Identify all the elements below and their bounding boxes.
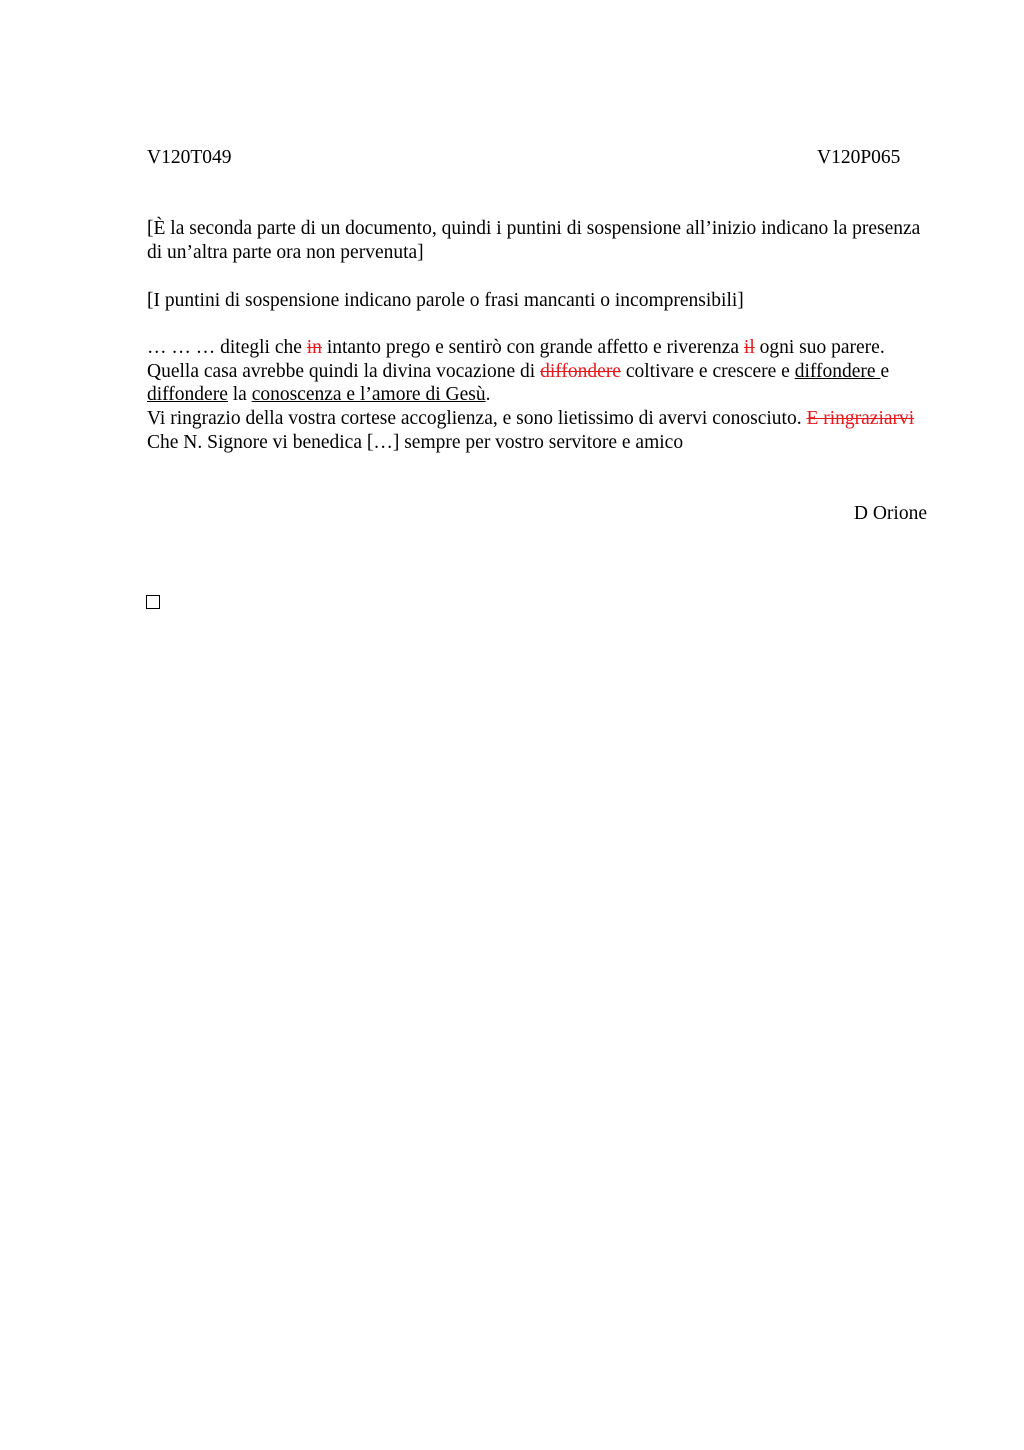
text-run: Che N. Signore vi benedica […] sempre per vostro servitore e amico [147, 431, 684, 453]
document-code-left: V120T049 [147, 147, 232, 168]
text-run: Quella casa avrebbe quindi la divina vocazione di [147, 360, 541, 382]
text-run: Vi ringrazio della vostra cortese accoglienza, e sono lietissimo di avervi conosciuto. [147, 408, 807, 430]
underlined-word: diffondere [794, 360, 881, 382]
signature: D Orione [853, 503, 927, 524]
underlined-phrase: conoscenza e l’amore di Gesù [251, 384, 486, 406]
document-code-right: V120P065 [817, 147, 901, 168]
editorial-note-second: [I puntini di sospensione indicano parole o frasi mancanti o incomprensibili] [147, 290, 744, 311]
editorial-note-first: [È la seconda parte di un documento, quindi i puntini di sospensione all’inizio indicano la presenza di un’altra parte ora non pervenuta] [147, 218, 921, 263]
underlined-word: diffondere [147, 384, 228, 406]
text-run: la [227, 384, 252, 406]
deleted-word: in [306, 337, 322, 358]
deleted-word: il [743, 337, 755, 358]
text-run: e [880, 360, 890, 382]
letter-paragraph-1 [147, 336, 929, 360]
text-run: intanto prego e sentirò con grande affetto e riverenza [321, 337, 744, 358]
text-run: … … … ditegli che [147, 337, 307, 358]
letter-body [147, 336, 929, 455]
text-run: coltivare e crescere e [620, 360, 795, 382]
deleted-phrase: E ringraziarvi [806, 408, 915, 430]
deleted-word: diffondere [540, 360, 621, 382]
empty-checkbox-icon [146, 595, 160, 609]
text-run: ogni suo parere. [754, 337, 885, 358]
letter-paragraph-3 [147, 407, 929, 454]
text-run: . [485, 384, 491, 406]
letter-paragraph-2 [147, 360, 929, 407]
